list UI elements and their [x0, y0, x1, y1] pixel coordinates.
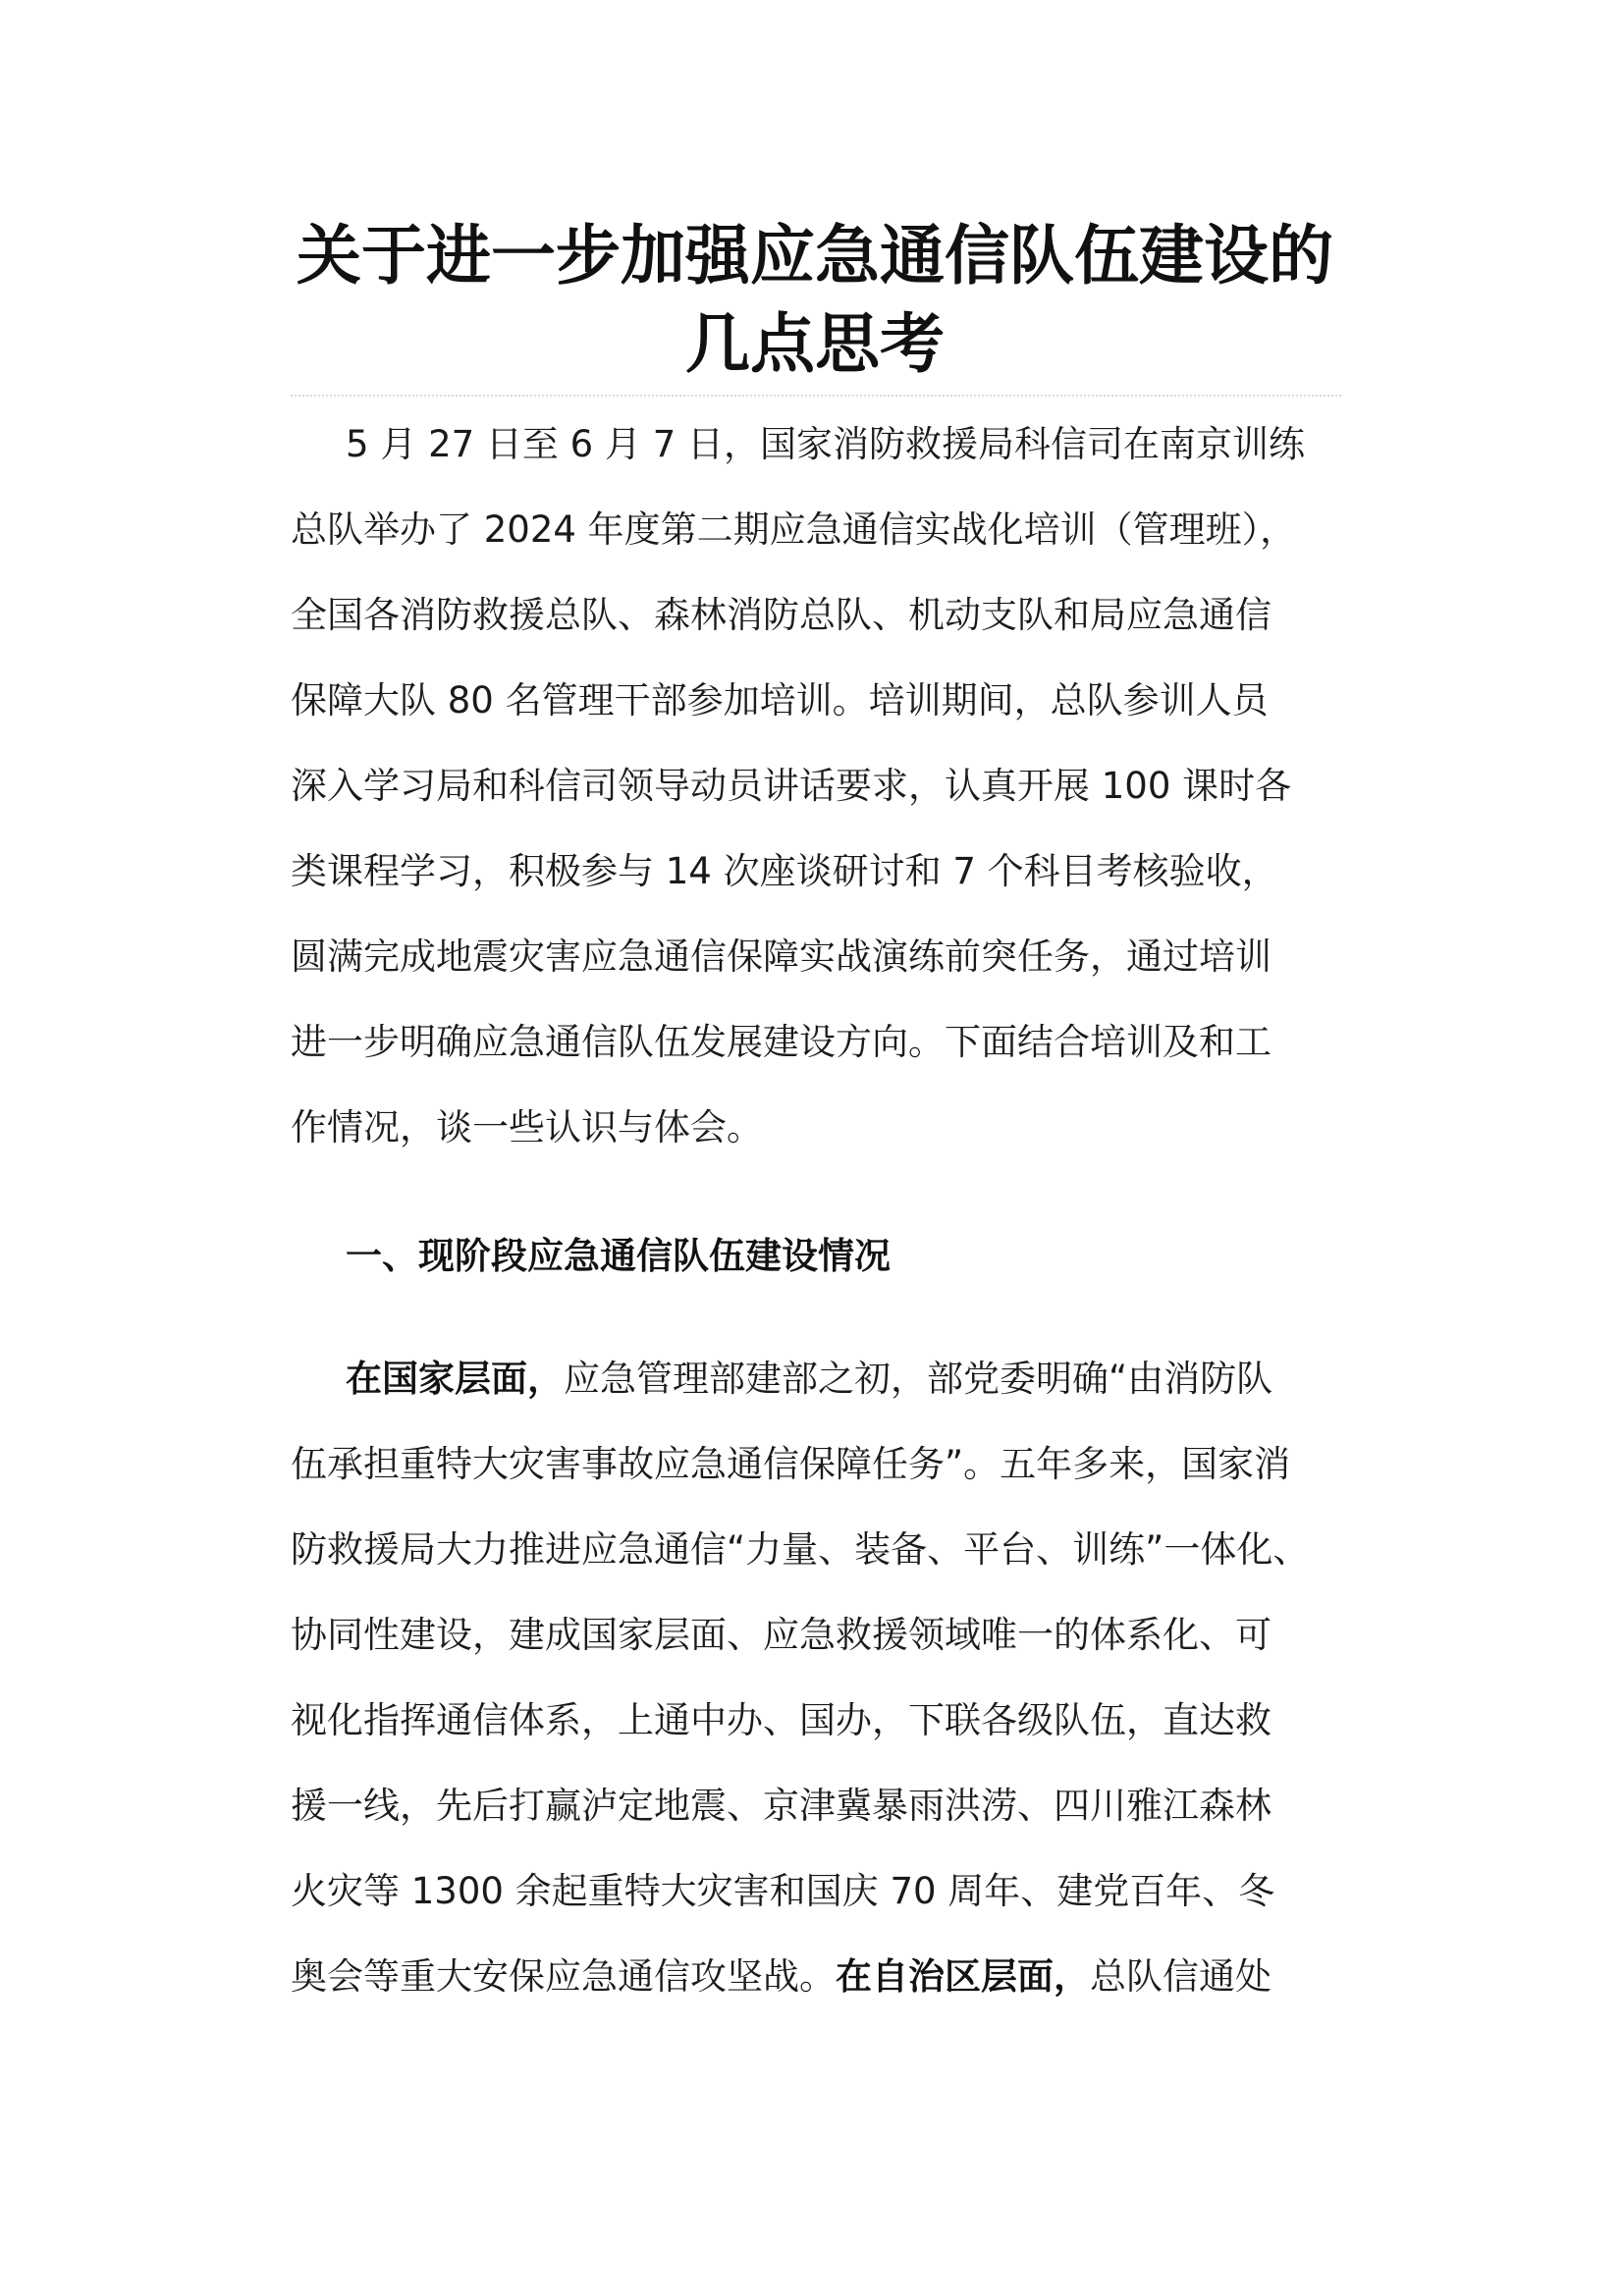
document-title-line-1: 关于进一步加强应急通信队伍建设的: [297, 218, 1333, 294]
paragraph-line: [346, 1355, 1272, 1404]
paragraph-line: 援一线，先后打赢泸定地震、京津冀暴雨洪涝、四川雅江森林: [291, 1785, 1271, 1827]
intro-line: 深入学习局和科信司领导动员讲话要求，认真开展 100 课时各: [291, 765, 1292, 807]
document-title-line-2: 几点思考: [685, 306, 945, 382]
intro-line: 总队举办了 2024 年度第二期应急通信实战化培训（管理班），: [291, 508, 1297, 551]
paragraph-line: 伍承担重特大灾害事故应急通信保障任务”。五年多来，国家消: [291, 1443, 1291, 1485]
intro-line: 全国各消防救援总队、森林消防总队、机动支队和局应急通信: [291, 594, 1271, 636]
title-divider: [291, 395, 1341, 397]
bold-lead: 在自治区层面，: [836, 1955, 1090, 1998]
intro-line: 5 月 27 日至 6 月 7 日，国家消防救援局科信司在南京训练: [346, 423, 1306, 465]
intro-line: 进一步明确应急通信队伍发展建设方向。下面结合培训及和工: [291, 1021, 1271, 1063]
section-heading: 一、现阶段应急通信队伍建设情况: [346, 1235, 891, 1277]
intro-line: 保障大队 80 名管理干部参加培训。培训期间，总队参训人员: [291, 679, 1269, 721]
paragraph-line: 视化指挥通信体系，上通中办、国办，下联各级队伍，直达救: [291, 1699, 1271, 1741]
paragraph-text: 总队信通处: [1090, 1955, 1271, 1998]
intro-line: 作情况，谈一些认识与体会。: [291, 1106, 763, 1148]
paragraph-text: 应急管理部建部之初，部党委明确“由消防队: [564, 1358, 1273, 1400]
paragraph-text: 奥会等重大安保应急通信攻坚战。: [291, 1955, 836, 1998]
paragraph-line: [291, 1952, 1271, 2002]
bold-lead: 在国家层面，: [346, 1358, 564, 1400]
intro-line: 类课程学习，积极参与 14 次座谈研讨和 7 个科目考核验收，: [291, 850, 1278, 892]
paragraph-line: 防救援局大力推进应急通信“力量、装备、平台、训练”一体化、: [291, 1528, 1310, 1571]
paragraph-line: 协同性建设，建成国家层面、应急救援领域唯一的体系化、可: [291, 1614, 1271, 1656]
paragraph-line: 火灾等 1300 余起重特大灾害和国庆 70 周年、建党百年、冬: [291, 1870, 1275, 1912]
intro-line: 圆满完成地震灾害应急通信保障实战演练前突任务，通过培训: [291, 935, 1271, 978]
